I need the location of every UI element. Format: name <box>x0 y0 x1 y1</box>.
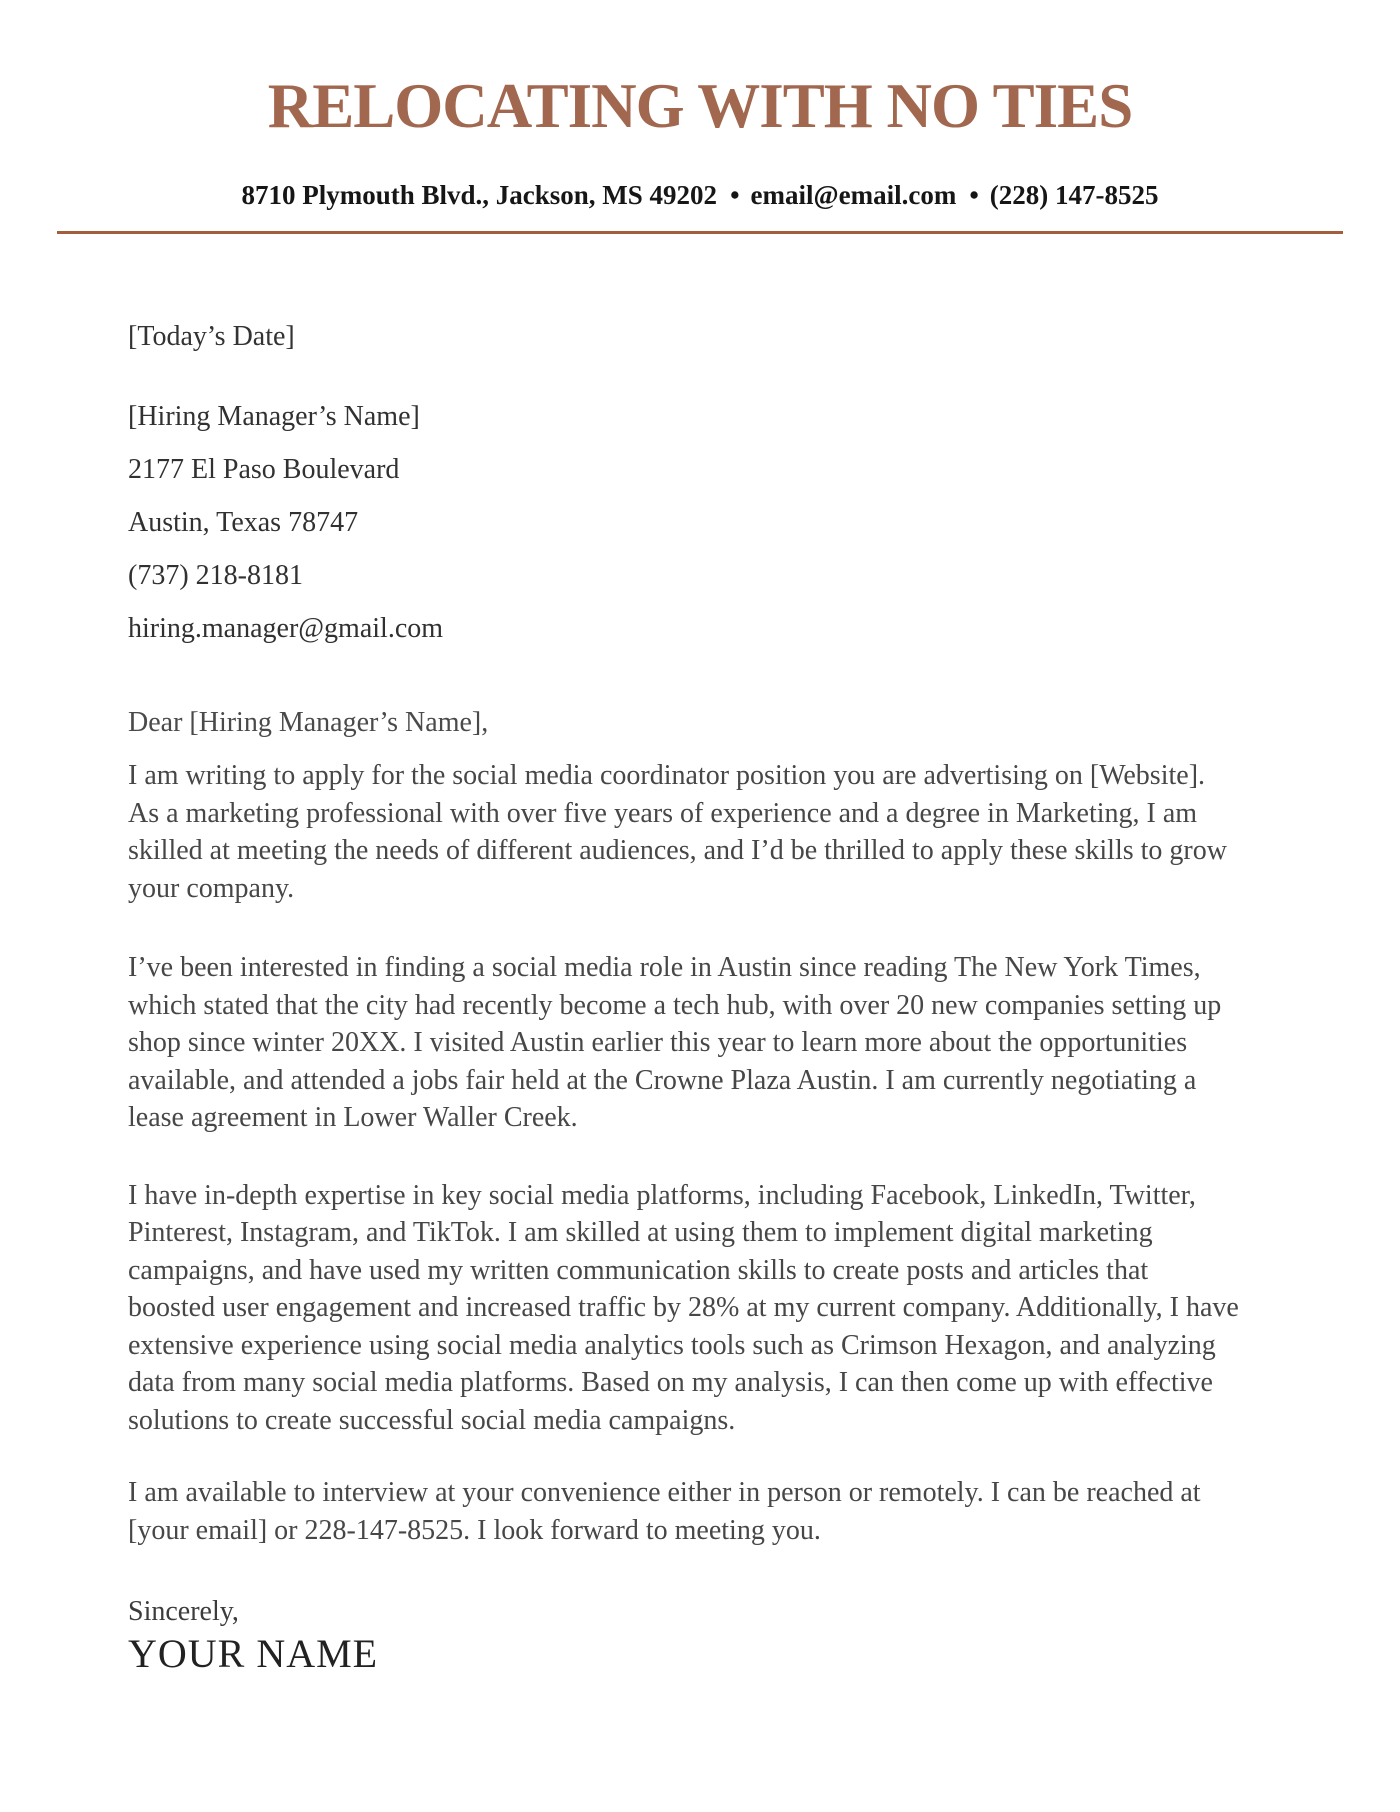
signature-name: YOUR NAME <box>128 1631 379 1676</box>
date-placeholder: [Today’s Date] <box>128 321 295 352</box>
letterhead-divider-rule <box>57 231 1343 234</box>
letterhead <box>0 0 1400 234</box>
contact-email: email@email.com <box>750 180 957 210</box>
greeting-line: Dear [Hiring Manager’s Name], <box>128 707 489 738</box>
contact-separator-bullet: • <box>730 180 740 210</box>
contact-phone: (228) 147-8525 <box>989 180 1159 210</box>
body-paragraph-intro: I am writing to apply for the social media coordinator position you are advertising on [Website]. As a marketing professional with over five years of experience and a degree in Marketing, I am skilled at meeting the needs of different audiences, and I’d be thrilled to apply these skills to grow your company. <box>128 760 1227 904</box>
body-paragraph-relocation: I’ve been interested in finding a social media role in Austin since reading The New York Times, which stated that the city had recently become a tech hub, with over 20 new companies setting up shop since winter 20XX. I visited Austin earlier this year to learn more about the opportunities available, and attended a jobs fair held at the Crowne Plaza Austin. I am currently negotiating a lease agreement in Lower Waller Creek. <box>128 952 1222 1133</box>
letterhead-title: RELOCATING WITH NO TIES <box>267 71 1133 141</box>
recipient-name: [Hiring Manager’s Name] <box>128 401 420 432</box>
recipient-city-state-zip: Austin, Texas 78747 <box>128 507 359 538</box>
letter-body <box>128 318 1240 1677</box>
contact-address: 8710 Plymouth Blvd., Jackson, MS 49202 <box>241 180 718 210</box>
closing-line: Sincerely, <box>128 1596 239 1627</box>
recipient-block <box>128 398 1240 648</box>
contact-separator-bullet: • <box>969 180 979 210</box>
recipient-street: 2177 El Paso Boulevard <box>128 454 400 485</box>
body-paragraph-availability: I am available to interview at your convenience either in person or remotely. I can be reached at [your email] or 228-147-8525. I look forward to meeting you. <box>128 1477 1201 1546</box>
letterhead-contact-line <box>0 178 1400 212</box>
recipient-phone: (737) 218-8181 <box>128 560 303 591</box>
body-paragraph-expertise: I have in-depth expertise in key social media platforms, including Facebook, LinkedIn, Twitter, Pinterest, Instagram, and TikTok. I am skilled at using them to implement digital marketing campaigns, and have used my written communication skills to create posts and articles that boosted user engagement and increased traffic by 28% at my current company. Additionally, I have extensive experience using social media analytics tools such as Crimson Hexagon, and analyzing data from many social media platforms. Based on my analysis, I can then come up with effective solutions to create successful social media campaigns. <box>128 1179 1239 1436</box>
recipient-email: hiring.manager@gmail.com <box>128 613 444 644</box>
